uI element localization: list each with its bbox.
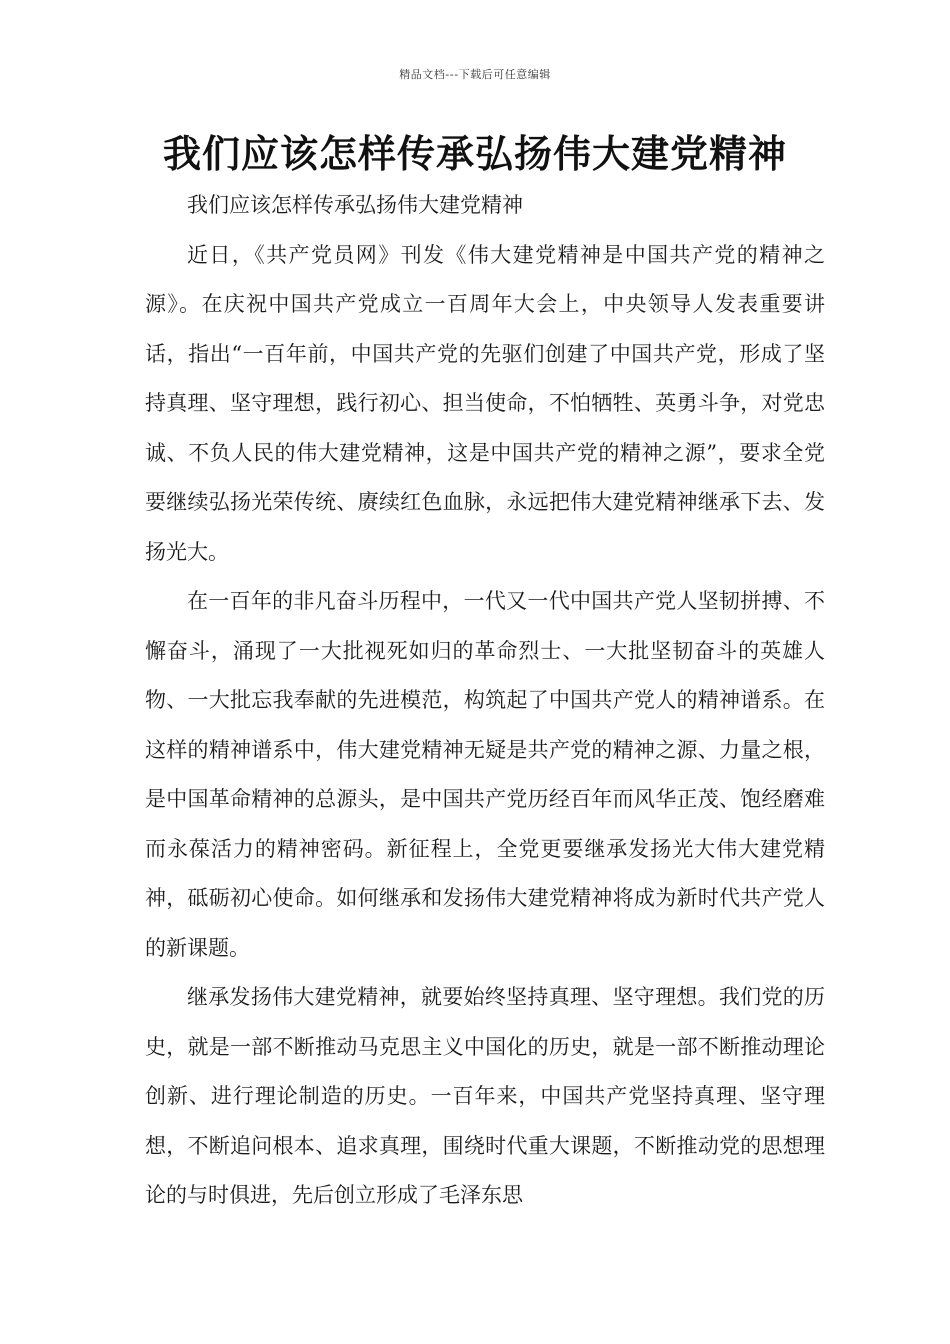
document-title: 我们应该怎样传承弘扬伟大建党精神	[162, 132, 787, 176]
body-paragraph: 在一百年的非凡奋斗历程中，一代又一代中国共产党人坚韧拼搏、不懈奋斗，涌现了一大批视死如归的革命烈士、一大批坚韧奋斗的英雄人物、一大批忘我奉献的先进模范，构筑起了中国共产党人的精神谱系。在这样的精神谱系中，伟大建党精神无疑是共产党的精神之源、力量之根，是中国革命精神的总源头，是中国共产党历经百年而风华正茂、饱经磨难而永葆活力的精神密码。新征程上，全党更要继承发扬光大伟大建党精神，砥砺初心使命。如何继承和发扬伟大建党精神将成为新时代共产党人的新课题。	[145, 589, 825, 960]
body-paragraph: 近日，《共产党员网》刊发《伟大建党精神是中国共产党的精神之源》。在庆祝中国共产党成立一百周年大会上，中央领导人发表重要讲话，指出“一百年前，中国共产党的先驱们创建了中国共产党，形成了坚持真理、坚守理想，践行初心、担当使命，不怕牺牲、英勇斗争，对党忠诚、不负人民的伟大建党精神，这是中国共产党的精神之源”，要求全党要继续弘扬光荣传统、赓续红色血脉，永远把伟大建党精神继承下去、发扬光大。	[145, 242, 825, 564]
header-note: 精品文档---下载后可任意编辑	[399, 68, 551, 81]
subtitle-paragraph: 我们应该怎样传承弘扬伟大建党精神	[187, 193, 523, 217]
body-paragraph: 继承发扬伟大建党精神，就要始终坚持真理、坚守理想。我们党的历史，就是一部不断推动马克思主义中国化的历史，就是一部不断推动理论创新、进行理论制造的历史。一百年来，中国共产党坚持真理、坚守理想，不断追问根本、追求真理，围绕时代重大课题，不断推动党的思想理论的与时俱进，先后创立形成了毛泽东思	[145, 985, 825, 1207]
document-body	[145, 181, 825, 1221]
